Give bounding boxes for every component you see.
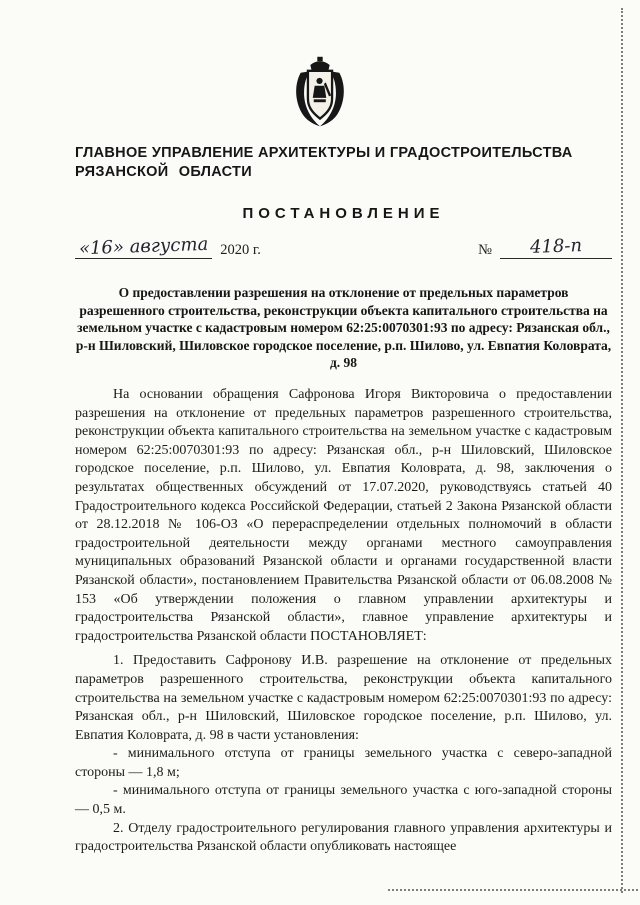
document-subject-heading: О предоставлении разрешения на отклонение от предельных параметров разрешенного строительства, реконструкции объекта капитального строительства на земельном участке с кадастровым номером 62:25:0070301:93 по адресу: Рязанская обл., р-н Шиловский, Шиловское городское поселение, р.п. Шилово, ул. Евпатия Коловрата, д. 98 bbox=[75, 285, 612, 370]
paragraph-setback-southwest: - минимального отступа от границы земельного участка с юго-западной стороны — 0,5 м. bbox=[75, 783, 612, 818]
document-type-title: ПОСТАНОВЛЕНИЕ bbox=[242, 205, 445, 222]
scan-edge-dotted-line-bottom bbox=[388, 889, 638, 891]
number-field bbox=[478, 235, 612, 259]
handwritten-date: «16» августа bbox=[75, 238, 212, 259]
scan-edge-dotted-line-right bbox=[621, 8, 623, 893]
coat-of-arms-icon bbox=[0, 56, 640, 137]
paragraph-preamble: На основании обращения Сафронова Игоря Викторовича о предоставлении разрешения на отклонение от предельных параметров разрешенного строительства, реконструкции объекта капитального строительства на земельном участке с кадастровым номером 62:25:0070301:93 по адресу: Рязанская обл., р-н Шиловский, Шиловское городское поселение, р.п. Шилово, ул. Евпатия Коловрата, д. 98, заключения о результатах общественных обсуждений от 17.07.2020, руководствуясь статьей 40 Градостроительного кодекса Российской Федерации, статьей 2 Закона Рязанской области от 28.12.2018 № 106-ОЗ «О перераспределении отдельных полномочий в области градостроительной деятельности между органами местного самоуправления муниципальных образований Рязанской области и органами государственной власти Рязанской области», постановлением Правительства Рязанской области от 06.08.2008 № 153 «Об утверждении положения о главном управлении архитектуры и градостроительства Рязанской области», главное управление архитектуры и градостроительства Рязанской области ПОСТАНОВЛЯЕТ: bbox=[75, 387, 612, 644]
printed-year: 2020 г. bbox=[220, 242, 261, 258]
date-field bbox=[75, 233, 261, 260]
number-sign: № bbox=[478, 242, 492, 258]
handwritten-number-line bbox=[500, 235, 612, 259]
organization-name-line1: ГЛАВНОЕ УПРАВЛЕНИЕ АРХИТЕКТУРЫ И ГРАДОСТРОИТЕЛЬСТВА bbox=[75, 145, 573, 161]
paragraph-setback-northwest: - минимального отступа от границы земельного участка с северо-западной стороны — 1,8 м; bbox=[75, 746, 612, 780]
paragraph-item-1: 1. Предоставить Сафронову И.В. разрешение на отклонение от предельных параметров разрешенного строительства, реконструкции объекта капитального строительства на земельном участке с кадастровым номером 62:25:0070301:93 по адресу: Рязанская обл., р-н Шиловский, Шиловское городское поселение, р.п. Шилово, ул. Евпатия Коловрата, д. 98 в части установления: bbox=[75, 653, 612, 743]
handwritten-number: 418-п bbox=[529, 235, 583, 258]
paragraph-item-2: 2. Отделу градостроительного регулирования главного управления архитектуры и градостроительства Рязанской области опубликовать настоящее bbox=[75, 820, 612, 855]
organization-name bbox=[75, 144, 612, 182]
date-and-number-row bbox=[75, 233, 612, 260]
organization-name-line2: РЯЗАНСКОЙ ОБЛАСТИ bbox=[75, 164, 252, 180]
document-body bbox=[75, 386, 612, 857]
